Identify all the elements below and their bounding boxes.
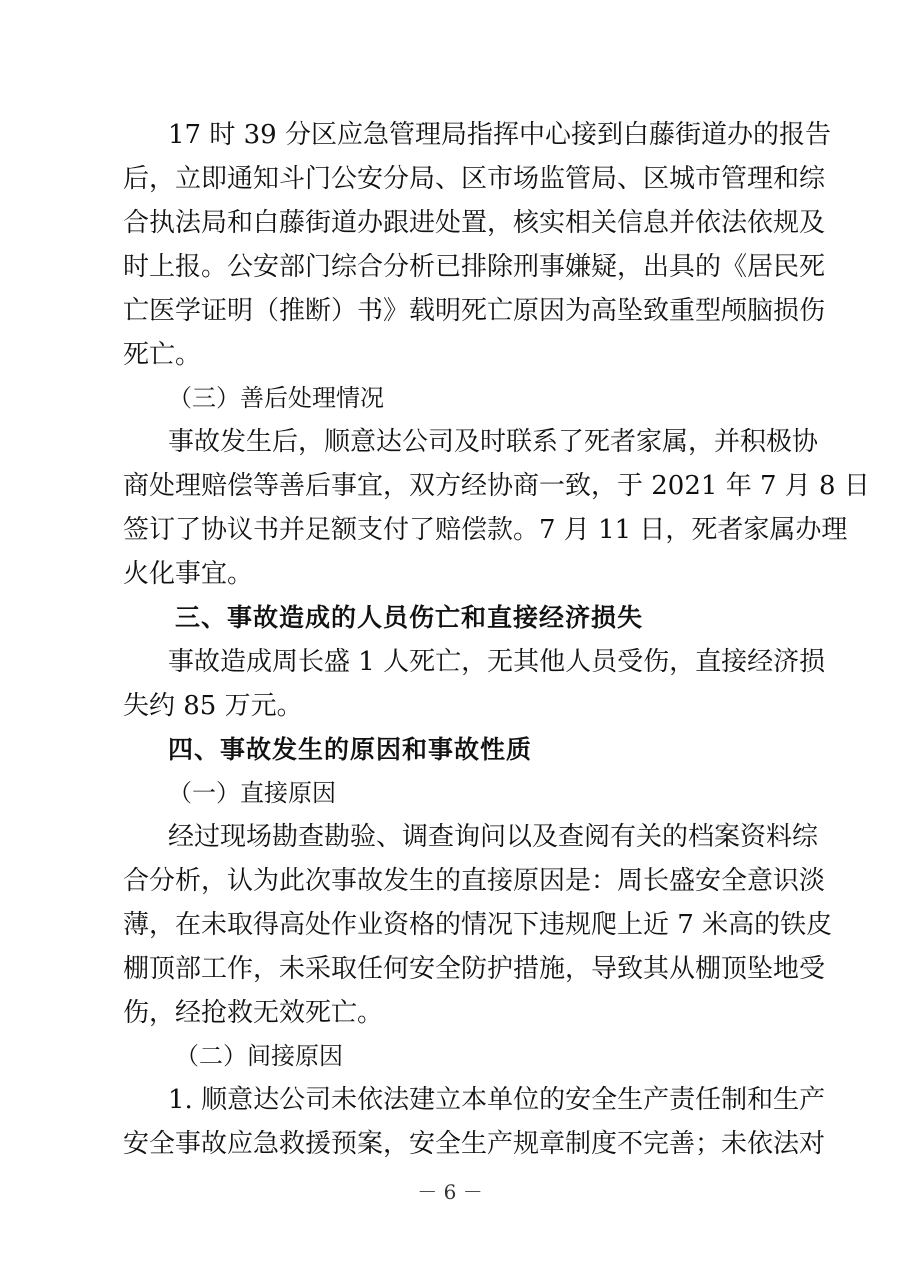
paragraph-line: 安全事故应急救援预案，安全生产规章制度不完善；未依法对 (123, 1129, 826, 1159)
paragraph-line: 17 时 39 分区应急管理局指挥中心接到白藤街道办的报告 (168, 120, 831, 150)
chapter-heading: 四、事故发生的原因和事故性质 (168, 735, 533, 764)
paragraph-line: 薄，在未取得高处作业资格的情况下违规爬上近 7 米高的铁皮 (123, 910, 833, 940)
paragraph-line: 签订了协议书并足额支付了赔偿款。7 月 11 日，死者家属办理 (123, 515, 848, 545)
paragraph-line: 时上报。公安部门综合分析已排除刑事嫌疑，出具的《居民死 (123, 252, 826, 282)
page-number: － 6 － (417, 1180, 483, 1204)
paragraph-line: 事故发生后，顺意达公司及时联系了死者家属，并积极协 (168, 427, 819, 457)
paragraph-line: 死亡。 (123, 340, 202, 370)
paragraph-line: 棚顶部工作，未采取任何安全防护措施，导致其从棚顶坠地受 (123, 954, 826, 984)
paragraph-line: 亡医学证明（推断）书》载明死亡原因为高坠致重型颅脑损伤 (123, 296, 826, 326)
section-heading: （一）直接原因 (168, 779, 336, 807)
paragraph-line: 经过现场勘查勘验、调查询问以及查阅有关的档案资料综 (168, 822, 819, 852)
chapter-heading: 三、事故造成的人员伤亡和直接经济损失 (175, 603, 644, 632)
paragraph-line: 火化事宜。 (123, 559, 254, 589)
paragraph-line: 事故造成周长盛 1 人死亡，无其他人员受伤，直接经济损 (168, 647, 826, 677)
paragraph-line: 伤，经抢救无效死亡。 (123, 998, 384, 1028)
section-heading: （二）间接原因 (175, 1042, 343, 1070)
paragraph-line: 合分析，认为此次事故发生的直接原因是：周长盛安全意识淡 (123, 866, 826, 896)
section-heading: （三）善后处理情况 (168, 384, 384, 412)
paragraph-line: 合执法局和白藤街道办跟进处置，核实相关信息并依法依规及 (123, 208, 826, 238)
paragraph-line: 失约 85 万元。 (123, 691, 303, 721)
paragraph-line: 1. 顺意达公司未依法建立本单位的安全生产责任制和生产 (168, 1085, 826, 1115)
paragraph-line: 后，立即通知斗门公安分局、区市场监管局、区城市管理和综 (123, 164, 826, 194)
paragraph-line: 商处理赔偿等善后事宜，双方经协商一致，于 2021 年 7 月 8 日 (123, 471, 870, 501)
